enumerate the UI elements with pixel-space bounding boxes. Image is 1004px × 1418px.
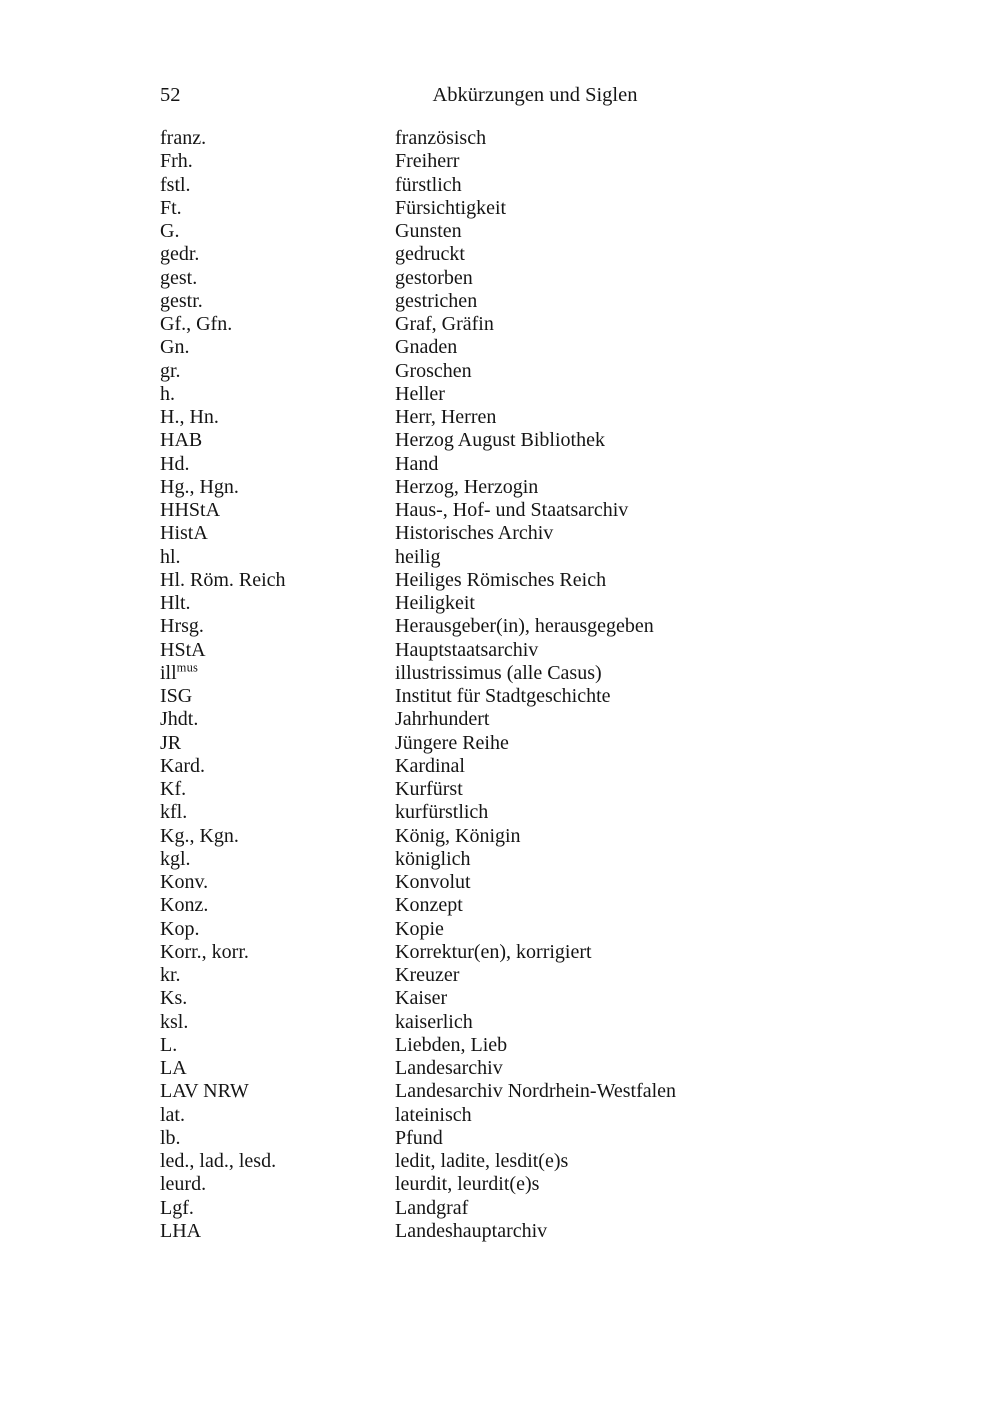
- abbreviation-row: [160, 429, 910, 452]
- meaning: Jahrhundert: [395, 708, 490, 731]
- abbreviation: H., Hn.: [160, 406, 219, 428]
- abbreviation: LA: [160, 1057, 187, 1079]
- abbreviation-row: [160, 220, 910, 243]
- abbreviation: lb.: [160, 1126, 181, 1149]
- abbreviation-row: [160, 941, 910, 964]
- abbreviation-row: [160, 499, 910, 522]
- abbreviation-row: [160, 546, 910, 569]
- abbreviation: fstl.: [160, 173, 191, 196]
- meaning: Hand: [395, 452, 439, 475]
- meaning: Landesarchiv: [395, 1057, 503, 1079]
- abbreviation: Kf.: [160, 778, 187, 800]
- abbreviation-row: [160, 1011, 910, 1034]
- abbreviation: HHStA: [160, 499, 221, 521]
- meaning: Hauptstaatsarchiv: [395, 638, 539, 661]
- abbreviation-row: [160, 662, 910, 685]
- abbreviation: Korr., korr.: [160, 940, 249, 963]
- meaning: französisch: [395, 127, 487, 149]
- abbreviation: Ft.: [160, 196, 182, 219]
- abbreviation-row: [160, 732, 910, 755]
- abbreviation-row: [160, 522, 910, 545]
- abbreviation: gedr.: [160, 243, 200, 266]
- meaning: Landesarchiv Nordrhein-Westfalen: [395, 1080, 677, 1103]
- meaning: Pfund: [395, 1126, 443, 1149]
- abbreviation-row: [160, 801, 910, 824]
- abbreviation: kgl.: [160, 847, 191, 870]
- abbreviation-row: [160, 1057, 910, 1080]
- abbreviation-row: [160, 1080, 910, 1103]
- abbreviation: Ks.: [160, 987, 188, 1010]
- abbreviation: led., lad., lesd.: [160, 1150, 277, 1172]
- abbreviation-row: [160, 313, 910, 336]
- meaning: fürstlich: [395, 173, 462, 196]
- abbreviation: Hd.: [160, 452, 190, 475]
- abbreviation: Hg., Hgn.: [160, 475, 239, 498]
- meaning: Historisches Archiv: [395, 522, 554, 545]
- abbreviation: kfl.: [160, 801, 188, 824]
- meaning: leurdit, leurdit(e)s: [395, 1173, 540, 1196]
- abbreviation: Gf., Gfn.: [160, 313, 233, 335]
- abbreviation: Frh.: [160, 150, 193, 173]
- abbreviation-row: [160, 1150, 910, 1173]
- abbreviation: Hrsg.: [160, 615, 204, 638]
- abbreviation: gr.: [160, 359, 181, 382]
- meaning: kaiserlich: [395, 1010, 473, 1033]
- abbreviation: ill$^{mus}$: [160, 660, 199, 684]
- meaning: gedruckt: [395, 243, 465, 266]
- abbreviation: ISG: [160, 685, 193, 707]
- meaning: Heller: [395, 382, 445, 405]
- meaning: Haus-, Hof- und Staatsarchiv: [395, 499, 629, 521]
- meaning: Kurfürst: [395, 778, 463, 800]
- text-block: [160, 83, 910, 1243]
- meaning: gestrichen: [395, 289, 478, 312]
- page-header: [160, 83, 910, 107]
- abbreviation-row: [160, 871, 910, 894]
- abbreviation-row: [160, 383, 910, 406]
- abbreviation-row: [160, 453, 910, 476]
- meaning: Kaiser: [395, 987, 448, 1010]
- abbreviation: ksl.: [160, 1010, 189, 1033]
- abbreviation-row: [160, 918, 910, 941]
- abbreviation-row: [160, 964, 910, 987]
- meaning: Groschen: [395, 359, 472, 382]
- abbreviation-row: [160, 1034, 910, 1057]
- meaning: gestorben: [395, 266, 473, 289]
- abbreviation: HistA: [160, 522, 208, 545]
- abbreviation-row: [160, 825, 910, 848]
- meaning: Konzept: [395, 894, 463, 917]
- meaning: Kreuzer: [395, 964, 460, 986]
- meaning: Landgraf: [395, 1196, 469, 1219]
- abbreviation-row: [160, 290, 910, 313]
- abbreviation: h.: [160, 382, 175, 405]
- abbreviation-row: [160, 1173, 910, 1196]
- abbreviation-row: [160, 755, 910, 778]
- abbreviation-row: [160, 685, 910, 708]
- abbreviation: gestr.: [160, 289, 203, 312]
- abbreviation: LHA: [160, 1219, 202, 1242]
- meaning: ledit, ladite, lesdit(e)s: [395, 1150, 569, 1172]
- meaning: lateinisch: [395, 1103, 472, 1126]
- abbreviation: LAV NRW: [160, 1080, 249, 1103]
- abbreviation-row: [160, 848, 910, 871]
- abbreviation: Kard.: [160, 754, 205, 777]
- abbreviation: Kop.: [160, 917, 200, 940]
- abbreviation-row: [160, 243, 910, 266]
- abbreviation: gest.: [160, 266, 198, 289]
- abbreviation: JR: [160, 731, 182, 754]
- abbreviation: L.: [160, 1033, 178, 1056]
- abbreviation-row: [160, 1104, 910, 1127]
- abbreviation-row: [160, 894, 910, 917]
- meaning: heilig: [395, 545, 441, 568]
- abbreviation-row: [160, 197, 910, 220]
- abbreviation-row: [160, 1197, 910, 1220]
- abbreviation-row: [160, 987, 910, 1010]
- meaning: Korrektur(en), korrigiert: [395, 940, 592, 963]
- meaning: Heiligkeit: [395, 592, 475, 614]
- abbreviation: Kg., Kgn.: [160, 824, 239, 847]
- abbreviation: HAB: [160, 429, 203, 452]
- meaning: Freiherr: [395, 150, 460, 173]
- abbreviation-row: [160, 592, 910, 615]
- meaning: Fürsichtigkeit: [395, 196, 507, 219]
- abbreviation: lat.: [160, 1103, 185, 1126]
- abbreviation: hl.: [160, 545, 181, 568]
- meaning: kurfürstlich: [395, 801, 489, 824]
- abbreviation-row: [160, 569, 910, 592]
- meaning: Jüngere Reihe: [395, 731, 509, 754]
- abbreviation: Hlt.: [160, 592, 191, 614]
- abbreviation-row: [160, 174, 910, 197]
- meaning: Gunsten: [395, 220, 462, 242]
- abbreviation: Lgf.: [160, 1196, 194, 1219]
- meaning: Kardinal: [395, 754, 465, 777]
- abbreviation: kr.: [160, 964, 181, 986]
- meaning: Herzog, Herzogin: [395, 475, 539, 498]
- abbreviation-row: [160, 476, 910, 499]
- abbreviation: G.: [160, 220, 180, 242]
- abbreviation-row: [160, 1220, 910, 1243]
- abbreviation-row: [160, 708, 910, 731]
- abbreviation: Konv.: [160, 871, 209, 893]
- abbreviation: leurd.: [160, 1173, 207, 1196]
- running-title: Abkürzungen und Siglen: [432, 84, 638, 106]
- abbreviation-row: [160, 267, 910, 290]
- abbreviation: Hl. Röm. Reich: [160, 568, 286, 591]
- meaning: Herr, Herren: [395, 406, 497, 428]
- page-number: 52: [160, 84, 181, 106]
- abbreviation-list: [160, 127, 910, 1243]
- meaning: Herausgeber(in), herausgegeben: [395, 615, 654, 638]
- abbreviation: Gn.: [160, 336, 190, 359]
- abbreviation-row: [160, 1127, 910, 1150]
- abbreviation: Konz.: [160, 894, 209, 917]
- abbreviation-row: [160, 615, 910, 638]
- meaning: Heiliges Römisches Reich: [395, 568, 607, 591]
- abbreviation-superscript: mus: [176, 660, 199, 675]
- meaning: Landeshauptarchiv: [395, 1219, 548, 1242]
- meaning: König, Königin: [395, 824, 521, 847]
- abbreviation-row: [160, 639, 910, 662]
- meaning: Herzog August Bibliothek: [395, 429, 605, 452]
- abbreviation: franz.: [160, 127, 207, 149]
- abbreviation: HStA: [160, 638, 206, 661]
- abbreviation: Jhdt.: [160, 708, 199, 731]
- meaning: Liebden, Lieb: [395, 1033, 508, 1056]
- meaning: illustrissimus (alle Casus): [395, 661, 602, 684]
- abbreviation-row: [160, 336, 910, 359]
- meaning: Konvolut: [395, 871, 471, 893]
- abbreviation-row: [160, 127, 910, 150]
- meaning: Kopie: [395, 917, 444, 940]
- abbreviation-row: [160, 150, 910, 173]
- meaning: Institut für Stadtgeschichte: [395, 685, 611, 707]
- meaning: königlich: [395, 847, 471, 870]
- abbreviation-row: [160, 778, 910, 801]
- abbreviation-row: [160, 360, 910, 383]
- abbreviation-row: [160, 406, 910, 429]
- meaning: Graf, Gräfin: [395, 313, 494, 335]
- meaning: Gnaden: [395, 336, 458, 359]
